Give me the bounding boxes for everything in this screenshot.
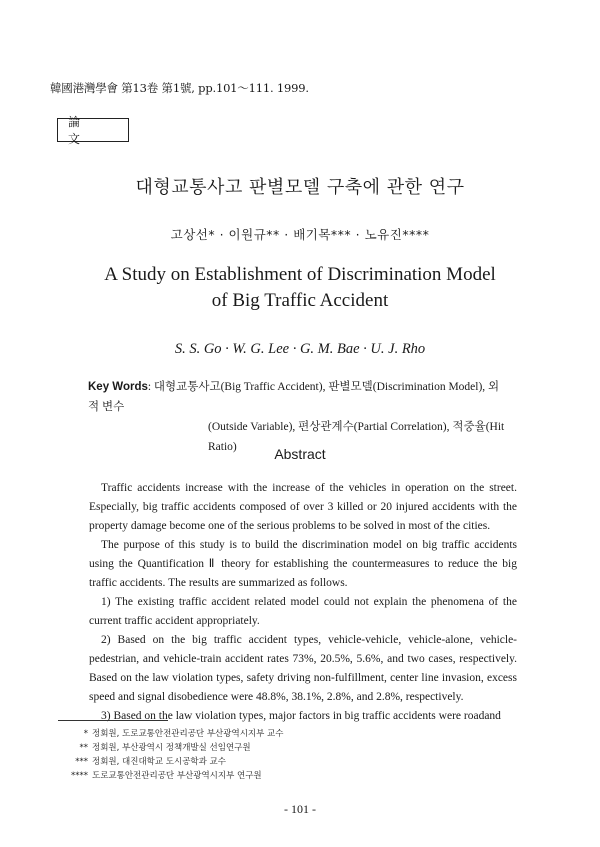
- footnote-mark: ***: [75, 757, 88, 767]
- abstract-paragraph: Traffic accidents increase with the increase of the vehicles in operation on the street. Especially, big traffic accidents composed of over 3 killed or 20 injured accidents with the property damage become one of the serious problems to be solved in most of the cities.: [89, 482, 517, 532]
- footnote-mark: **: [79, 743, 88, 753]
- keywords-line2: (Outside Variable), 편상관계수(Partial Correlation), 적중율(Hit Ratio): [208, 421, 505, 453]
- abstract-paragraph: 2) Based on the big traffic accident types, vehicle-vehicle, vehicle-alone, vehicle-pedestrian, and vehicle-train accident rates 73%, 20.5%, 5.6%, and two cases, respectively. Based on the law violation types, safety driving non-fulfillment, center line invasion, excess speed and signal disobedience were 48.8%, 38.1%, 2.8%, and 2.8%, respectively.: [89, 634, 517, 703]
- footnote: [58, 727, 283, 741]
- abstract-paragraph: The purpose of this study is to build the discrimination model on big traffic accidents using the Quantification Ⅱ theory for establishing the countermeasures to reduce the big traffic accidents. The results are summarized as follows.: [89, 539, 517, 589]
- journal-citation: 韓國港灣學會 第13卷 第1號, pp.101～111. 1999.: [50, 81, 309, 95]
- page-number: - 101 -: [284, 802, 316, 816]
- abstract-paragraph: 3) Based on the law violation types, major factors in big traffic accidents were roadand: [101, 710, 501, 722]
- keywords-block: [88, 377, 508, 457]
- footnote-text: 정회원, 부산광역시 정책개발실 선임연구원: [92, 743, 251, 753]
- footnote-text: 도로교통안전관리공단 부산광역시지부 연구원: [92, 771, 262, 781]
- english-authors: S. S. Go · W. G. Lee · G. M. Bae · U. J. Rho: [174, 341, 426, 357]
- keywords-label: Key Words: [88, 381, 148, 393]
- english-title: [0, 262, 600, 314]
- footnote: [58, 769, 283, 783]
- section-badge: 論 文: [57, 118, 129, 142]
- footnote-divider: [58, 720, 168, 721]
- korean-authors: 고상선* · 이원규** · 배기목*** · 노유진****: [170, 227, 430, 242]
- footnote: [58, 741, 283, 755]
- english-title-line1: A Study on Establishment of Discrimination Model: [104, 264, 496, 285]
- korean-title: 대형교통사고 판별모델 구축에 관한 연구: [135, 177, 465, 198]
- abstract-paragraph: 1) The existing traffic accident related model could not explain the phenomena of the current traffic accident appropriately.: [89, 596, 517, 627]
- abstract-heading: Abstract: [274, 446, 326, 462]
- english-title-line2: of Big Traffic Accident: [211, 290, 389, 311]
- footnote-mark: ****: [71, 771, 88, 781]
- footnote-text: 정회원, 대진대학교 도시공학과 교수: [92, 757, 226, 767]
- footnotes: [58, 727, 283, 783]
- footnote: [58, 755, 283, 769]
- footnote-text: 정회원, 도로교통안전관리공단 부산광역시지부 교수: [92, 729, 284, 739]
- keywords-line1: : 대형교통사고(Big Traffic Accident), 판별모델(Discrimination Model), 외적 변수: [88, 381, 500, 413]
- abstract-body: [89, 479, 517, 726]
- footnote-mark: *: [83, 729, 88, 739]
